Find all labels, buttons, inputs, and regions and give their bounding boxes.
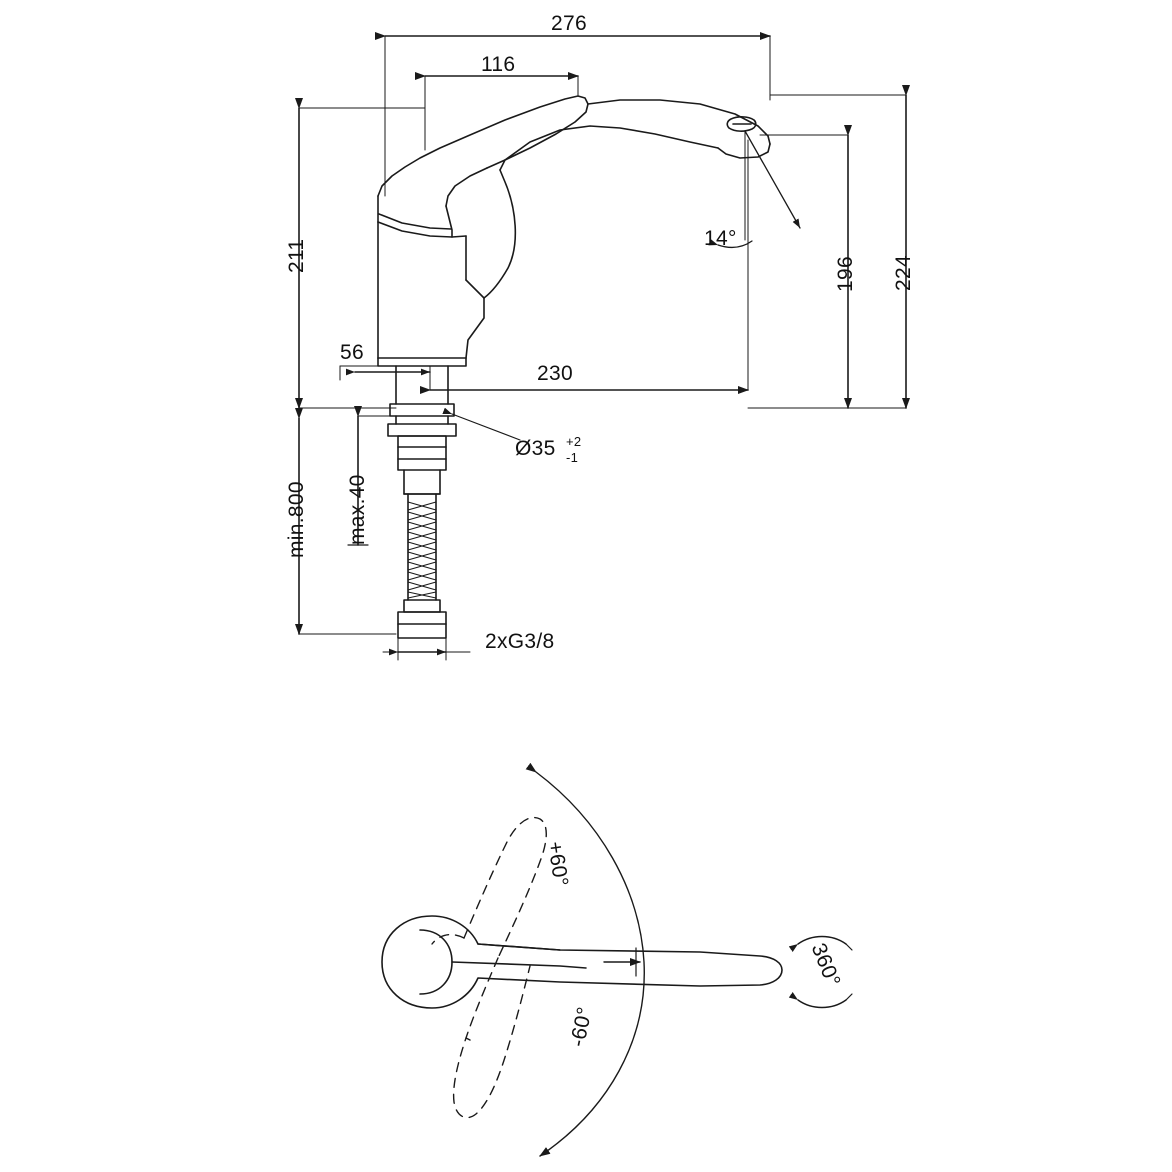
dim-label-hole-diameter: Ø35 bbox=[515, 437, 556, 460]
dim-label-hole-tolerance-plus: +2 bbox=[566, 434, 582, 449]
swivel-full-text: 360° bbox=[806, 940, 845, 991]
dim-label-max-worktop-thickness: max.40 bbox=[346, 474, 369, 545]
swivel-plus-text: +60° bbox=[543, 840, 573, 888]
dim-label-hole-diameter-group bbox=[515, 434, 582, 465]
dim-label-spout-projection: 230 bbox=[537, 362, 573, 385]
dim-label-outlet-height: 196 bbox=[834, 256, 857, 292]
swivel-minus-text: -60° bbox=[566, 1004, 597, 1049]
dim-label-hole-tolerance-minus: -1 bbox=[566, 450, 579, 465]
dim-label-height-to-lever: 211 bbox=[285, 238, 308, 273]
dim-label-supply-hose-length: min.800 bbox=[285, 481, 308, 558]
dim-label-body-width: 56 bbox=[340, 341, 364, 364]
dim-label-lever-length: 116 bbox=[481, 53, 516, 76]
dim-label-spout-angle: 14° bbox=[704, 227, 737, 250]
dim-label-total-reach: 276 bbox=[551, 12, 587, 35]
dim-label-connection-thread: 2xG3/8 bbox=[485, 630, 555, 653]
dim-label-overall-height: 224 bbox=[892, 255, 915, 291]
